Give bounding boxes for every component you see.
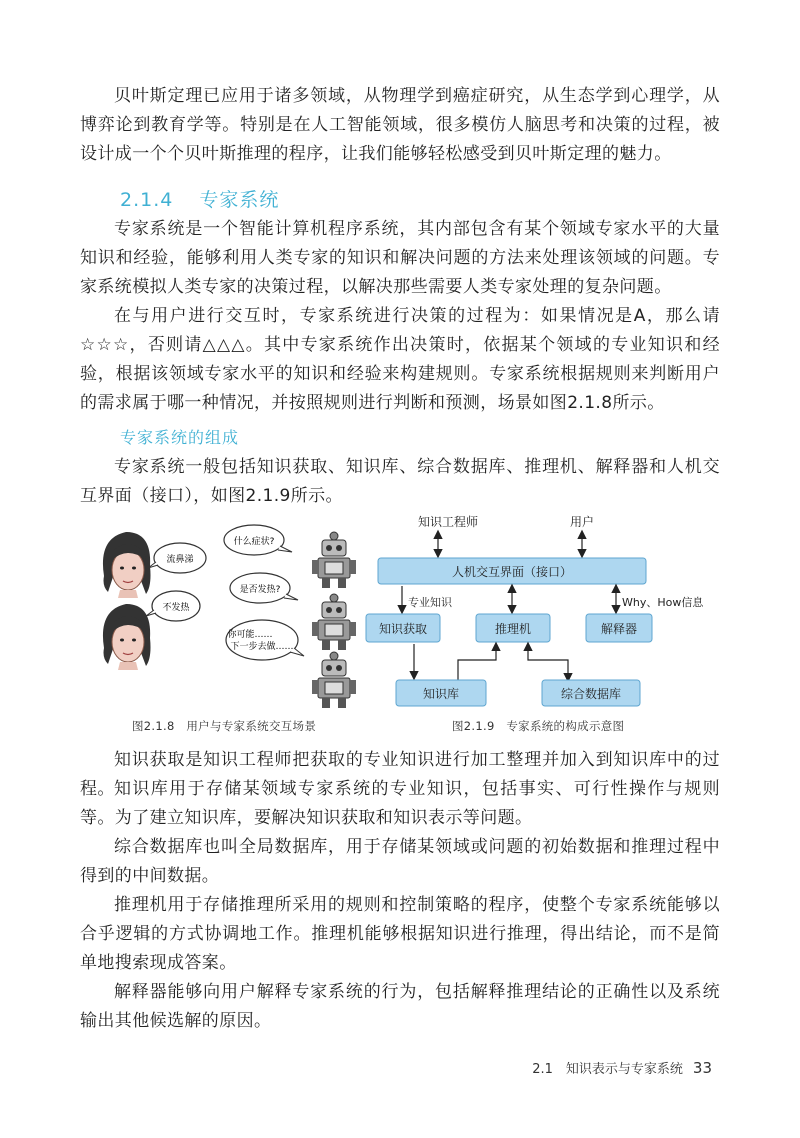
svg-text:解释器: 解释器 bbox=[600, 622, 638, 636]
page-footer bbox=[532, 1058, 712, 1077]
speech-bubble-user-2 bbox=[146, 591, 200, 621]
label-why-how: Why、How信息 bbox=[622, 596, 704, 609]
robot-icon bbox=[312, 532, 356, 588]
bubble-text: 流鼻涕 bbox=[166, 555, 194, 565]
bubble-text: 是否发热? bbox=[239, 585, 281, 595]
speech-bubble-robot-1 bbox=[224, 525, 292, 555]
svg-text:综合数据库: 综合数据库 bbox=[560, 687, 622, 701]
speech-bubble-robot-3 bbox=[226, 620, 304, 660]
box-inference-engine bbox=[476, 614, 550, 642]
figure-caption-right: 图2.1.9 专家系统的构成示意图 bbox=[452, 719, 625, 733]
bubble-text: 你可能…… bbox=[227, 630, 273, 640]
svg-text:人机交互界面（接口）: 人机交互界面（接口） bbox=[451, 565, 573, 579]
bubble-text: 什么症状? bbox=[233, 537, 275, 547]
person-face-icon bbox=[103, 532, 151, 598]
box-knowledge-acquisition bbox=[366, 614, 440, 642]
figure-caption-left: 图2.1.8 用户与专家系统交互场景 bbox=[132, 719, 317, 733]
paragraph-components: 专家系统一般包括知识获取、知识库、综合数据库、推理机、解释器和人机交互界面（接口），如图2.1.9所示。 bbox=[80, 457, 720, 506]
figure-user-expert-interaction bbox=[90, 518, 360, 708]
paragraph-inference-engine: 推理机用于存储推理所采用的规则和控制策略的程序，使整个专家系统能够以合乎逻辑的方式协调地工作。推理机能够根据知识进行推理，得出结论，而不是简单地搜索现成答案。 bbox=[80, 895, 720, 973]
bubble-text: 下一步去做…… bbox=[230, 642, 294, 652]
section-number: 2.1.4 bbox=[120, 189, 174, 211]
figure-expert-system-diagram bbox=[360, 510, 720, 710]
label-user: 用户 bbox=[569, 515, 595, 529]
label-knowledge-engineer: 知识工程师 bbox=[417, 515, 479, 529]
paragraph-decision-process: 在与用户进行交互时，专家系统进行决策的过程为：如果情况是A，那么请☆☆☆，否则请△△△。其中专家系统作出决策时，依据某个领域的专业知识和经验，根据该领域专家水平的知识和经验来构建规则。专家系统根据规则来判断用户的需求属于哪一种情况，并按照规则进行判断和预测，场景如图2.1.8所示。 bbox=[80, 306, 720, 413]
page-number: 33 bbox=[692, 1059, 712, 1077]
paragraph-bayes: 贝叶斯定理已应用于诸多领域，从物理学到癌症研究，从生态学到心理学，从博弈论到教育学等。特别是在人工智能领域，很多模仿人脑思考和决策的过程，被设计成一个个贝叶斯推理的程序，让我们能够轻松感受到贝叶斯定理的魅力。 bbox=[80, 86, 720, 164]
section-heading bbox=[120, 185, 279, 212]
bubble-text: 不发热 bbox=[162, 603, 190, 613]
footer-section: 2.1 知识表示与专家系统 bbox=[532, 1062, 683, 1077]
robot-icon bbox=[312, 594, 356, 650]
svg-text:推理机: 推理机 bbox=[494, 622, 532, 636]
paragraph-global-database: 综合数据库也叫全局数据库，用于存储某领域或问题的初始数据和推理过程中得到的中间数据。 bbox=[80, 837, 720, 886]
paragraph-explainer: 解释器能够向用户解释专家系统的行为，包括解释推理结论的正确性以及系统输出其他候选解的原因。 bbox=[80, 982, 720, 1031]
box-global-database bbox=[542, 680, 640, 706]
paragraph-knowledge-acquisition: 知识获取是知识工程师把获取的专业知识进行加工整理并加入到知识库中的过程。 bbox=[80, 750, 720, 799]
paragraph-expert-system-intro: 专家系统是一个智能计算机程序系统，其内部包含有某个领域专家水平的大量知识和经验，能够利用人类专家的知识和解决问题的方法来处理该领域的问题。专家系统模拟人类专家的决策过程，以解决那些需要人类专家处理的复杂问题。 bbox=[80, 219, 720, 297]
person-face-icon bbox=[103, 604, 151, 670]
speech-bubble-user-1 bbox=[148, 543, 206, 573]
svg-text:知识库: 知识库 bbox=[422, 687, 460, 701]
paragraph-knowledge-base: 知识库用于存储某领域专家系统的专业知识，包括事实、可行性操作与规则等。为了建立知识库，要解决知识获取和知识表示等问题。 bbox=[80, 779, 720, 828]
box-explainer bbox=[586, 614, 652, 642]
subsection-heading: 专家系统的组成 bbox=[120, 428, 240, 447]
section-title: 专家系统 bbox=[199, 189, 280, 211]
box-human-computer-interface bbox=[378, 558, 646, 584]
svg-text:知识获取: 知识获取 bbox=[378, 622, 428, 636]
label-expertise: 专业知识 bbox=[408, 596, 452, 609]
speech-bubble-robot-2 bbox=[230, 573, 298, 603]
box-knowledge-base bbox=[396, 680, 486, 706]
robot-icon bbox=[312, 652, 356, 708]
